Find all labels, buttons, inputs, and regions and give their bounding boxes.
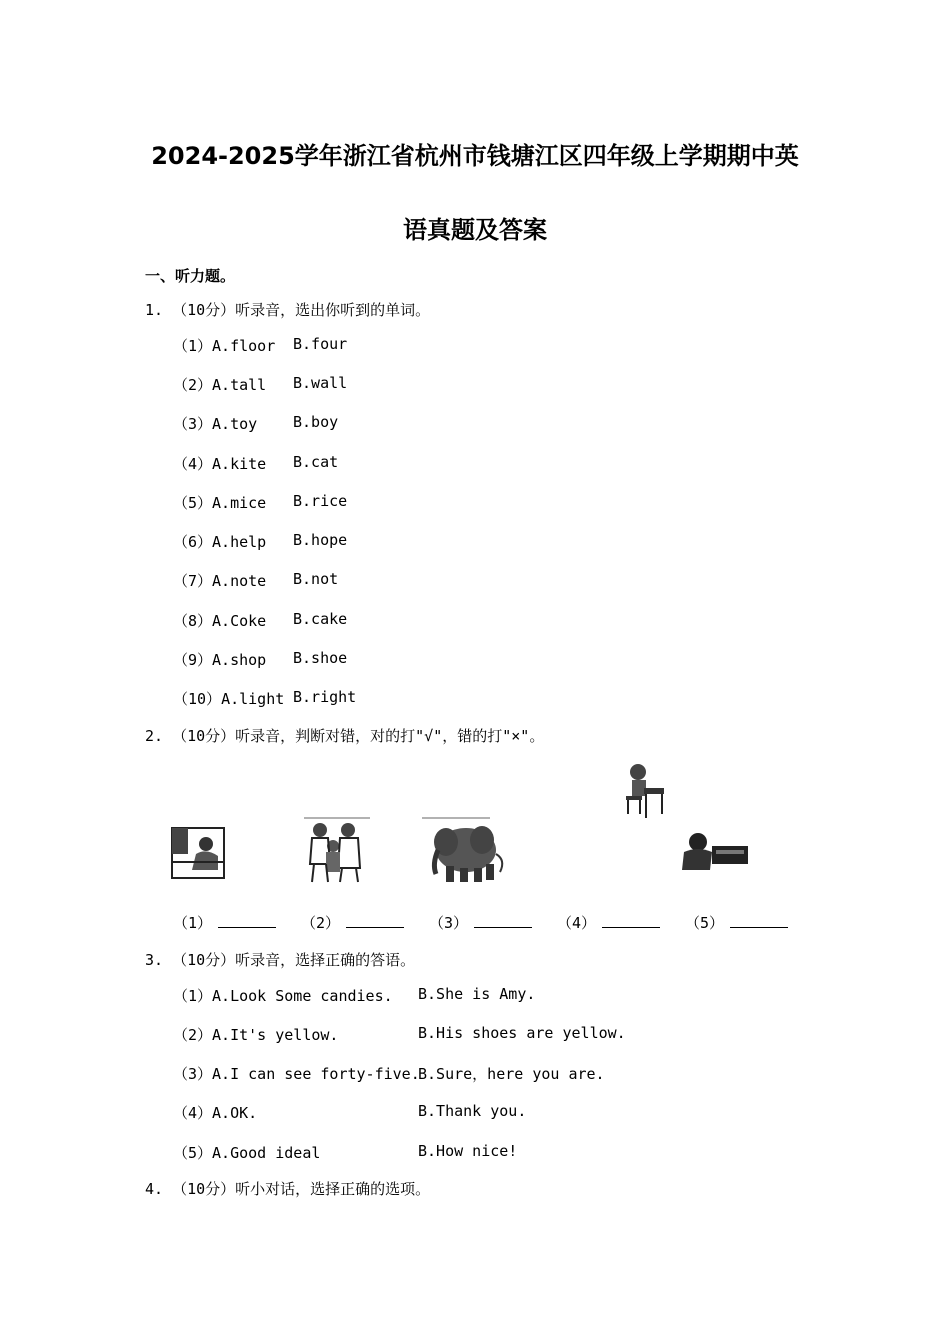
- option-a: A.help: [212, 533, 267, 551]
- item-number: （1）: [173, 987, 213, 1005]
- document-title-line-2: 语真题及答案: [403, 216, 547, 244]
- q3-item-4-option-b: B.Thank you.: [418, 1102, 527, 1120]
- blank-label: （4）: [557, 914, 597, 932]
- item-number: （2）: [173, 376, 213, 394]
- q2-answer-blank-4[interactable]: [557, 912, 660, 933]
- answer-line: [730, 913, 788, 928]
- q3-item-2: [173, 1024, 338, 1045]
- q1-item-8-option-b: B.cake: [293, 610, 348, 628]
- item-number: （5）: [173, 1144, 213, 1162]
- q1-item-2-option-b: B.wall: [293, 374, 348, 392]
- section-heading-listening: 一、听力题。: [145, 267, 236, 285]
- q1-item-10-option-b: B.right: [293, 688, 357, 706]
- option-a: A.kite: [212, 455, 267, 473]
- picture-5-child-at-table: [678, 830, 752, 874]
- q2-answer-blank-1[interactable]: [173, 912, 276, 933]
- item-number: （3）: [173, 415, 213, 433]
- item-number: （4）: [173, 455, 213, 473]
- option-a: A.tall: [212, 376, 267, 394]
- q1-item-3: [173, 413, 257, 434]
- option-a: A.light: [221, 690, 285, 708]
- q1-item-5: [173, 492, 266, 513]
- q1-item-2: [173, 374, 266, 395]
- answer-line: [474, 913, 532, 928]
- option-a: A.It's yellow.: [212, 1026, 339, 1044]
- blank-label: （1）: [173, 914, 213, 932]
- item-number: （8）: [173, 612, 213, 630]
- blank-label: （5）: [685, 914, 725, 932]
- question-1-stem: 1. （10分）听录音，选出你听到的单词。: [145, 301, 431, 319]
- answer-line: [346, 913, 404, 928]
- q3-item-1: [173, 985, 393, 1006]
- q1-item-4-option-b: B.cat: [293, 453, 339, 471]
- q2-answer-blank-2[interactable]: [301, 912, 404, 933]
- answer-line: [602, 913, 660, 928]
- item-number: （9）: [173, 651, 213, 669]
- option-a: A.Look Some candies.: [212, 987, 393, 1005]
- item-number: （5）: [173, 494, 213, 512]
- q3-item-1-option-b: B.She is Amy.: [418, 985, 536, 1003]
- option-a: A.Good ideal: [212, 1144, 321, 1162]
- q1-item-9: [173, 649, 266, 670]
- q1-item-8: [173, 610, 266, 631]
- option-a: A.toy: [212, 415, 258, 433]
- q2-answer-blank-5[interactable]: [685, 912, 788, 933]
- q2-answer-blank-3[interactable]: [429, 912, 532, 933]
- option-a: A.note: [212, 572, 267, 590]
- item-number: （7）: [173, 572, 213, 590]
- item-number: （1）: [173, 337, 213, 355]
- q1-item-5-option-b: B.rice: [293, 492, 348, 510]
- item-number: （2）: [173, 1026, 213, 1044]
- q1-item-6-option-b: B.hope: [293, 531, 348, 549]
- q3-item-2-option-b: B.His shoes are yellow.: [418, 1024, 626, 1042]
- q3-item-5: [173, 1142, 320, 1163]
- question-4-stem: 4. （10分）听小对话，选择正确的选项。: [145, 1180, 431, 1198]
- item-number: （6）: [173, 533, 213, 551]
- q1-item-7-option-b: B.not: [293, 570, 339, 588]
- q1-item-3-option-b: B.boy: [293, 413, 339, 431]
- question-2-stem: 2. （10分）听录音，判断对错，对的打"√"，错的打"×"。: [145, 727, 545, 745]
- question-3-stem: 3. （10分）听录音，选择正确的答语。: [145, 951, 416, 969]
- item-number: （3）: [173, 1065, 213, 1083]
- q1-item-9-option-b: B.shoe: [293, 649, 348, 667]
- q1-item-1-option-b: B.four: [293, 335, 348, 353]
- q1-item-1: [173, 335, 275, 356]
- q1-item-6: [173, 531, 266, 552]
- picture-1-girl-in-bed: [168, 822, 228, 882]
- picture-4-student-at-desk: [622, 762, 668, 822]
- q3-item-4: [173, 1102, 257, 1123]
- answer-line: [218, 913, 276, 928]
- q3-item-3: [173, 1063, 420, 1084]
- q1-item-10: [173, 688, 284, 709]
- option-a: A.I can see forty-five.: [212, 1065, 420, 1083]
- q1-item-4: [173, 453, 266, 474]
- option-a: A.OK.: [212, 1104, 258, 1122]
- q3-item-3-option-b: B.Sure，here you are.: [418, 1065, 605, 1083]
- blank-label: （2）: [301, 914, 341, 932]
- option-a: A.shop: [212, 651, 267, 669]
- option-a: A.mice: [212, 494, 267, 512]
- option-a: A.floor: [212, 337, 276, 355]
- item-number: （10）: [173, 690, 222, 708]
- picture-3-elephant: [420, 816, 508, 886]
- blank-label: （3）: [429, 914, 469, 932]
- item-number: （4）: [173, 1104, 213, 1122]
- q1-item-7: [173, 570, 266, 591]
- picture-2-family-group: [300, 816, 372, 886]
- option-a: A.Coke: [212, 612, 267, 630]
- document-title-line-1: 2024-2025学年浙江省杭州市钱塘江区四年级上学期期中英: [151, 142, 799, 170]
- q3-item-5-option-b: B.How nice!: [418, 1142, 518, 1160]
